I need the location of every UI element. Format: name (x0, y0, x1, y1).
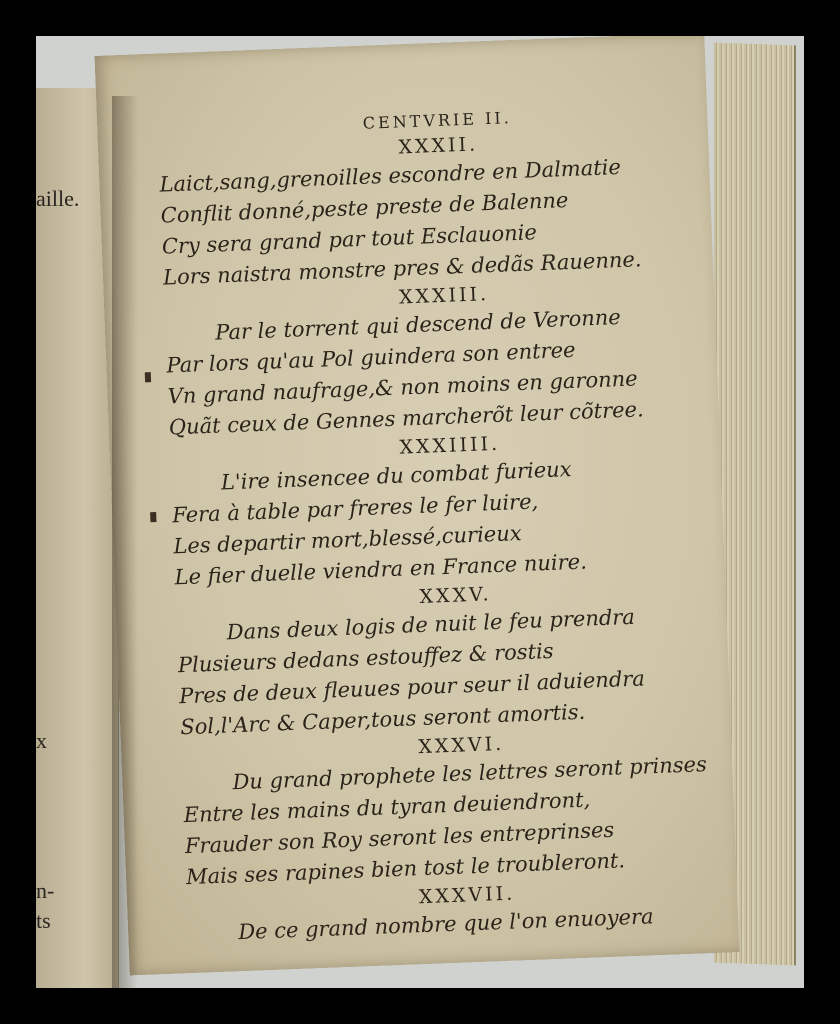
verse-line: Dans deux logis de nuit le feu prendra (226, 604, 636, 645)
left-page-fragment: aille. (36, 186, 80, 211)
stanza-number: XXXII. (398, 133, 479, 159)
verse-line: Frauder son Roy seront les entreprinses (184, 817, 615, 859)
paragraph-mark (150, 512, 156, 522)
verse-line: Fera à table par freres le fer luire, (171, 489, 539, 528)
spine-shadow (112, 96, 138, 988)
verse-line: L'ire insencee du combat furieux (220, 457, 572, 495)
left-page-fragment: n- (36, 878, 55, 903)
verse-line: Le fier duelle viendra en France nuire. (174, 549, 588, 590)
verse-line: Vn grand naufrage,& non moins en garonne (167, 366, 639, 409)
stanza-number: XXXVI. (417, 732, 505, 759)
right-page (95, 36, 740, 975)
verse-line: Laict,sang,grenoilles escondre en Dalmatie (159, 154, 622, 197)
paragraph-mark (145, 372, 151, 382)
verse-line: Par le torrent qui descend de Veronne (214, 305, 622, 345)
book-photo (36, 36, 804, 988)
verse-text (157, 102, 708, 950)
stanza-number: XXXVII. (418, 882, 516, 909)
running-head: CENTVRIE II. (362, 108, 513, 133)
verse-line: Cry sera grand par tout Esclauonie (161, 220, 538, 259)
verse-line: Entre les mains du tyran deuiendront, (183, 787, 591, 828)
left-page-fragment: ts (36, 908, 51, 933)
verse-line: Du grand prophete les lettres seront prinses (232, 752, 708, 795)
verse-line: Lors naistra monstre pres & dedãs Rauenne. (162, 247, 642, 290)
verse-line: Quãt ceux de Gennes marcherõt leur cõtree. (168, 397, 645, 440)
verse-line: De ce grand nombre que l'on enuoyera (237, 904, 654, 945)
stanza-number: XXXIIII. (399, 432, 501, 459)
left-page-fragment: x (36, 728, 47, 753)
stanza-number: XXXIII. (398, 283, 490, 309)
verse-line: Par lors qu'au Pol guindera son entree (166, 337, 576, 378)
verse-line: Pres de deux fleuues pour seur il aduiendra (178, 666, 646, 709)
stanza-number: XXXV. (419, 583, 492, 608)
verse-line: Sol,l'Arc & Caper,tous seront amortis. (179, 699, 586, 740)
verse-line: Plusieurs dedans estouffez & rostis (177, 638, 554, 678)
verse-line: Conflit donné,peste preste de Balenne (160, 187, 569, 228)
verse-line: Mais ses rapines bien tost le troubleront. (185, 848, 626, 890)
verse-line: Les departir mort,blessé,curieux (172, 521, 523, 559)
